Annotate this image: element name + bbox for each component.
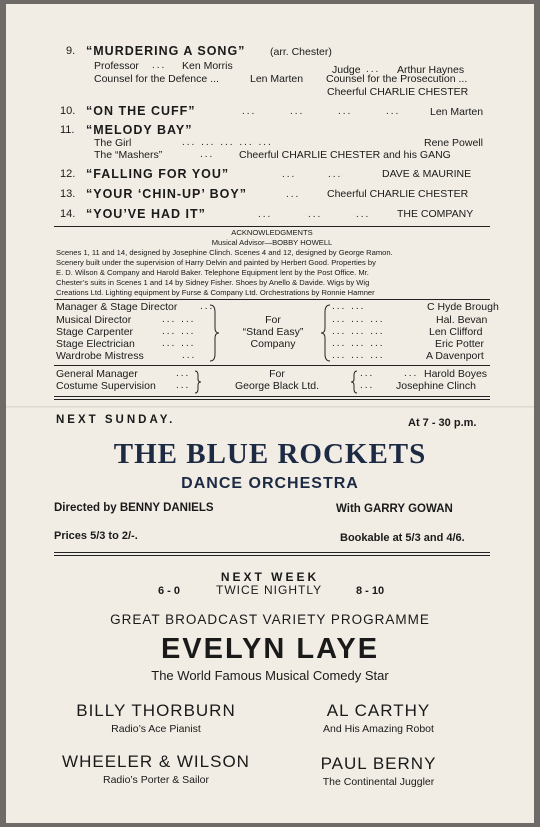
item-title: “YOU’VE HAD IT” [86, 207, 206, 221]
item-title: “ON THE CUFF” [86, 104, 196, 118]
leader-dots: ... ... ... [332, 314, 385, 325]
item-note: (arr. Chester) [270, 46, 332, 58]
leader-dots: ... [360, 368, 375, 379]
staff-role: Stage Electrician [56, 338, 135, 350]
staff-name: Len Clifford [429, 326, 483, 338]
act-description: Radio’s Ace Pianist [111, 723, 201, 735]
programme-sheet [6, 4, 534, 823]
ack-line: Chester’s suits in Scenes 1 and 14 by Sidney Fisher. Shoes by Anello & Davide. Wigs by Wig [56, 278, 370, 287]
leader-dots: ... [366, 64, 381, 75]
leader-dots: ... [200, 149, 215, 160]
staff-role: Musical Director [56, 314, 132, 326]
band-name: THE BLUE ROCKETS [113, 438, 427, 470]
cast-actor: Len Marten [250, 73, 304, 85]
leader-dots: ... [386, 106, 401, 117]
ack-line: E. D. Wilson & Company and Harold Baker. Telephone Equipment lent by the Post Office. Mr. [56, 268, 369, 277]
act-name: AL CARTHY [326, 701, 431, 720]
show-time: 6 - 0 [158, 585, 181, 597]
leader-dots: ... [182, 350, 197, 361]
next-week-heading: NEXT WEEK [220, 570, 320, 584]
leader-dots: ... [338, 106, 353, 117]
cast-role: Judge [332, 64, 361, 76]
item-title: “FALLING FOR YOU” [86, 167, 230, 181]
act-description: Radio’s Porter & Sailor [102, 774, 210, 786]
leader-dots: ... [286, 189, 301, 200]
with-artist: With GARRY GOWAN [336, 503, 453, 515]
item-title: “MELODY BAY” [86, 123, 193, 137]
cast-role: The “Mashers” [94, 149, 163, 161]
staff-company: “Stand Easy” [242, 326, 304, 338]
item-title: “YOUR ‘CHIN-UP’ BOY” [86, 187, 247, 201]
next-sunday-heading: NEXT SUNDAY. [56, 414, 176, 426]
leader-dots: ... [258, 209, 273, 220]
item-number: 11. [60, 124, 75, 136]
leader-dots: ... [360, 380, 375, 391]
cast-role: Professor [94, 60, 139, 72]
star-name: EVELYN LAYE [160, 633, 380, 665]
leader-dots: ... [356, 209, 371, 220]
ack-line: Creations Ltd. Lighting equipment by Furse & Company Ltd. Orchestrations by Ronnie Hamner [56, 288, 375, 297]
leader-dots: ... [328, 169, 343, 180]
ack-line: Scenery built under the supervision of Harry Delvin and painted by Herbert Good. Properties by [56, 258, 376, 267]
item-number: 10. [60, 105, 76, 117]
divider [54, 226, 490, 227]
staff-role: Manager & Stage Director [56, 301, 178, 313]
leader-dots: ... ... [332, 301, 366, 312]
divider [54, 365, 490, 366]
next-sunday-time: At 7 - 30 p.m. [408, 417, 477, 429]
staff-role: Wardrobe Mistress [56, 350, 144, 362]
bookable: Bookable at 5/3 and 4/6. [340, 532, 465, 544]
act-name: BILLY THORBURN [76, 701, 236, 720]
leader-dots: ... ... ... [332, 326, 385, 337]
leader-dots: ... [290, 106, 305, 117]
item-performer: DAVE & MAURINE [382, 168, 472, 180]
ack-advisor: Musical Advisor—BOBBY HOWELL [211, 238, 333, 247]
band-subtitle: DANCE ORCHESTRA [181, 475, 359, 492]
paper-fold [6, 406, 534, 409]
ack-line: Scenes 1, 11 and 14, designed by Josephine Clinch. Scenes 4 and 12, designed by George Ramon. [56, 248, 393, 257]
staff-role: General Manager [56, 368, 138, 380]
staff-name: Eric Potter [435, 338, 485, 350]
staff-name: Josephine Clinch [396, 380, 476, 392]
act-description: The Continental Juggler [322, 776, 435, 788]
item-number: 13. [60, 188, 76, 200]
item-performer: Cheerful CHARLIE CHESTER [327, 188, 469, 200]
double-divider [54, 396, 490, 400]
double-divider [54, 552, 490, 556]
cast-actor: Arthur Haynes [397, 64, 465, 76]
item-number: 9. [66, 45, 76, 57]
show-time: 8 - 10 [356, 585, 385, 597]
staff-name: C Hyde Brough [427, 301, 499, 313]
leader-dots: ... ... ... [332, 350, 385, 361]
cast-actor: Cheerful CHARLIE CHESTER and his GANG [239, 149, 451, 161]
divider [54, 299, 490, 300]
leader-dots: ... [200, 301, 215, 312]
act-name: PAUL BERNY [320, 754, 437, 773]
cast-actor: Ken Morris [182, 60, 233, 72]
leader-dots: ... [282, 169, 297, 180]
cast-actor: Cheerful CHARLIE CHESTER [327, 86, 469, 98]
item-performer: Len Marten [430, 106, 484, 118]
leader-dots: ... [242, 106, 257, 117]
staff-name: A Davenport [426, 350, 484, 362]
act-description: And His Amazing Robot [323, 723, 434, 735]
prices: Prices 5/3 to 2/-. [54, 530, 138, 542]
leader-dots: ... ... ... [332, 338, 385, 349]
staff-for: For [265, 314, 281, 326]
item-number: 14. [60, 208, 76, 220]
act-name: WHEELER & WILSON [62, 752, 250, 771]
directed-by: Directed by BENNY DANIELS [54, 502, 214, 514]
staff-company: Company [250, 338, 296, 350]
item-number: 12. [60, 168, 76, 180]
brace-right [350, 370, 360, 394]
cast-role: The Girl [94, 137, 132, 149]
leader-dots: ... [404, 368, 419, 379]
item-performer: THE COMPANY [397, 208, 474, 220]
leader-dots: ... [308, 209, 323, 220]
brace-left [192, 370, 202, 394]
staff-role: Stage Carpenter [56, 326, 134, 338]
leader-dots: ... [152, 60, 167, 71]
staff-role: Costume Supervision [56, 380, 156, 392]
cast-role: Counsel for the Prosecution ... [326, 73, 468, 85]
staff-name: Harold Boyes [424, 368, 488, 380]
staff-for: For [269, 368, 285, 380]
programme-heading: GREAT BROADCAST VARIETY PROGRAMME [110, 612, 430, 627]
twice-nightly: TWICE NIGHTLY [216, 583, 323, 597]
staff-name: Hal. Bevan [436, 314, 488, 326]
leader-dots: ... ... [162, 338, 196, 349]
leader-dots: ... ... [162, 326, 196, 337]
item-title: “MURDERING A SONG” [86, 44, 246, 58]
leader-dots: ... [176, 368, 191, 379]
brace-left [206, 304, 220, 362]
ack-heading: ACKNOWLEDGMENTS [231, 228, 313, 237]
cast-actor: Rene Powell [424, 137, 483, 149]
leader-dots: ... ... [162, 314, 196, 325]
leader-dots: ... [176, 380, 191, 391]
leader-dots: ... ... ... ... ... [182, 137, 273, 148]
star-description: The World Famous Musical Comedy Star [151, 668, 389, 683]
staff-company: George Black Ltd. [234, 380, 320, 392]
cast-role: Counsel for the Defence ... [94, 73, 219, 85]
